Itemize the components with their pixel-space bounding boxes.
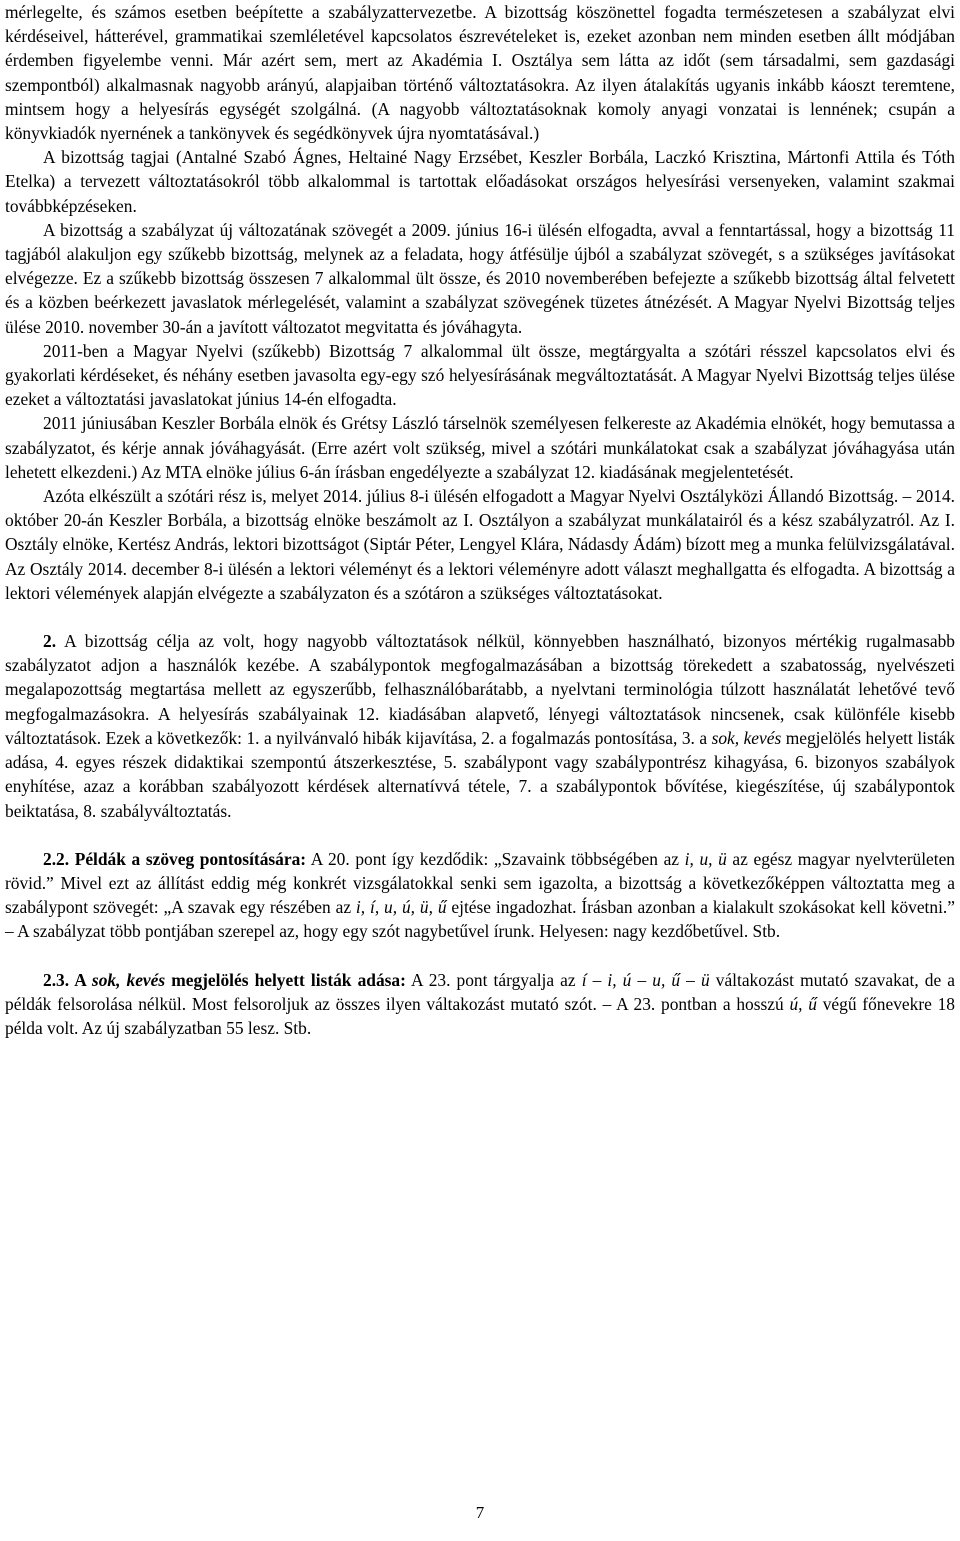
document-page	[5, 0, 955, 1040]
section-2-3-heading: 2.3. A sok, kevés megjelölés helyett listák adása:	[43, 969, 406, 990]
section-2-paragraph: 2. A bizottság célja az volt, hogy nagyobb változtatások nélkül, könnyebben használható, bizonyos mértékig rugalmasabb szabályzatot adjon a használók kezébe. A szabálypontok megfogalmazásában a bizottság törekedett a szabatosság, nyelvészeti megalapozottság megtartása mellett az egyszerűbb, felhasználóbarátabb, a nyelvtani terminológia túlzott használatát lehetővé tevő megfogalmazásokra. A helyesírás szabályainak 12. kiadásában alapvető, lényegi változtatások nincsenek, csak különféle kisebb változtatások. Ezek a következők: 1. a nyilvánvaló hibák kijavítása, 2. a fogalmazás pontosítása, 3. a sok, kevés megjelölés helyett listák adása, 4. egyes részek didaktikai szempontú átszerkesztése, 5. szabálypont vagy szabálypontrész kihagyása, 6. bizonyos szabályok enyhítése, azaz a korábban szabályozott kérdések alternatívvá tétele, 7. a szabálypontok bővítése, kiegészítése, új szabálypontok beiktatása, 8. szabályváltoztatás.	[5, 631, 955, 821]
paragraph-2009: A bizottság a szabályzat új változatának szövegét a 2009. június 16-i ülésén elfogadta, avval a fenntartással, hogy a bizottság 11 tagjából alakuljon egy szűkebb bizottság, melynek az a feladata, hogy átfésülje újból a szabályzat szövegét, s a szükséges javításokat elvégezze. Ez a szűkebb bizottság összesen 7 alkalommal ült össze, és 2010 novemberében befejezte a szűkebb bizottság által felvetett és a közben beérkezett javaslatok mérlegelését, valamint a szabályzat szövegének tüzetes átnézését. A Magyar Nyelvi Bizottság teljes ülése 2010. november 30-án a javított változatot megvitatta és jóváhagyta.	[5, 219, 955, 337]
paragraph-2011-june: 2011 júniusában Keszler Borbála elnök és Grétsy László társelnök személyesen felkereste az Akadémia elnökét, hogy bemutassa a szabályzatot, és kérje annak jóváhagyását. (Erre azért volt szükség, mivel a szótári munkálatokat csak a szabályzat jóváhagyása után lehetett elkezdeni.) Az MTA elnöke július 6-án írásban engedélyezte a szabályzat 12. kiadásának megjelentetését.	[5, 413, 955, 482]
paragraph-intro: mérlegelte, és számos esetben beépítette a szabályzattervezetbe. A bizottság köszönettel fogadta természetesen a szabályzat elvi kérdéseivel, hátterével, grammatikai szemléletével kapcsolatos észrevételeket is, ezeket azonban nem minden esetben állt módjában érdemben figyelembe venni. Már azért sem, mert az Akadémia I. Osztálya sem látta az időt (sem társadalmi, sem gazdasági szempontból) alkalmasnak nagyobb arányú, alapjaiban történő változtatásokra. Az ilyen átalakítás ugyanis inkább káoszt teremtene, mintsem hogy a helyesírás egységét szolgálná. (A nagyobb változtatásoknak komoly anyagi vonzatai is lennének; csupán a könyvkiadók nyernének a tankönyvek és segédkönyvek újra nyomtatásával.)	[5, 2, 955, 144]
paragraph-members: A bizottság tagjai (Antalné Szabó Ágnes, Heltainé Nagy Erzsébet, Keszler Borbála, Laczkó Krisztina, Mártonfi Attila és Tóth Etelka) a tervezett változtatásokról több alkalommal is tartottak előadásokat országos helyesírási versenyeken, valamint szakmai továbbképzéseken.	[5, 147, 955, 216]
section-2-2-paragraph: 2.2. Példák a szöveg pontosítására: A 20. pont így kezdődik: „Szavaink többségében az i, u, ü az egész magyar nyelvterületen rövid.” Mivel ezt az állítást eddig még konkrét vizsgálatokkal senki sem igazolta, a bizottság a következőképpen változtatta meg a szabálypont szövegét: „A szavak egy részében az i, í, u, ú, ü, ű ejtése ingadozhat. Írásban azonban a kialakult szokásokat kell követni.” – A szabályzat több pontjában szerepel az, hogy egy szót nagybetűvel írunk. Helyesen: nagy kezdőbetűvel. Stb.	[5, 848, 955, 942]
section-2-2-heading: 2.2. Példák a szöveg pontosítására:	[43, 848, 307, 869]
section-2-number: 2.	[43, 631, 57, 652]
page-number: 7	[475, 1503, 485, 1522]
section-2-3-paragraph: 2.3. A sok, kevés megjelölés helyett listák adása: A 23. pont tárgyalja az í – i, ú – u, ű – ü váltakozást mutató szavakat, de a példák felsorolása nélkül. Most felsoroljuk az összes ilyen váltakozást mutató szót. – A 23. pontban a hosszú ú, ű végű főnevekre 18 példa volt. Az új szabályzatban 55 lesz. Stb.	[5, 969, 955, 1038]
paragraph-2011: 2011-ben a Magyar Nyelvi (szűkebb) Bizottság 7 alkalommal ült össze, megtárgyalta a szótári résszel kapcsolatos elvi és gyakorlati kérdéseket, és néhány esetben javasolta egy-egy szó helyesírásának megváltoztatását. A Magyar Nyelvi Bizottság teljes ülése ezeket a változtatási javaslatokat június 14-én elfogadta.	[5, 340, 955, 410]
paragraph-since: Azóta elkészült a szótári rész is, melyet 2014. július 8-i ülésén elfogadott a Magyar Nyelvi Osztályközi Állandó Bizottság. – 2014. október 20-án Keszler Borbála, a bizottság elnöke beszámolt az I. Osztályon a szabályzat munkálatairól és a kész szabályzatról. Az I. Osztály elnöke, Kertész András, lektori bizottságot (Siptár Péter, Lengyel Klára, Nádasdy Ádám) bízott meg a munka felülvizsgálatával. Az Osztály 2014. december 8-i ülésén a lektori véleményt és a lektori véleményre adott választ meghallgatta és elfogadta. A bizottság a lektori vélemények alapján elvégezte a szabályzaton és a szótáron a szükséges változtatásokat.	[5, 486, 955, 603]
